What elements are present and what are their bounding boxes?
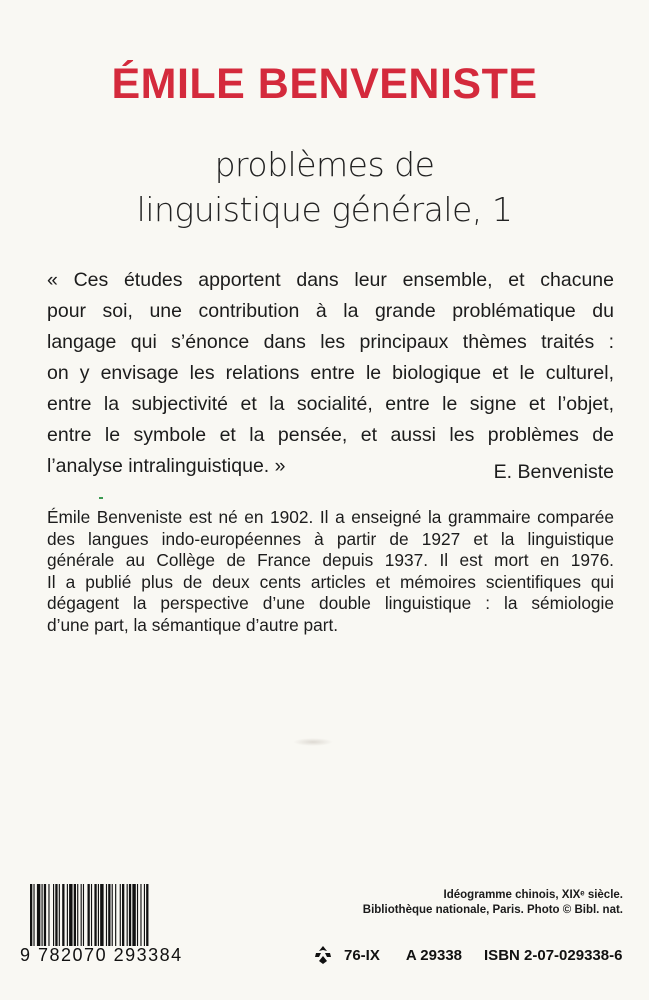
bio-line: des langues indo-européennes à partir de 1927 et la linguistique <box>47 528 614 549</box>
quote-line: l’analyse intralinguistique. » <box>47 455 286 477</box>
barcode-bar <box>108 884 110 946</box>
barcode-bar <box>144 884 145 946</box>
barcode-bar <box>100 884 103 946</box>
catalog-codes <box>312 944 624 966</box>
bio-line: dégagent la perspective d’une double linguistique : la sémiologie <box>47 593 614 613</box>
barcode-bar <box>91 884 92 946</box>
barcode-bar <box>129 884 131 946</box>
quote-line: on y envisage les relations entre le biologique et le culturel, <box>47 362 614 384</box>
author-biography <box>47 507 614 636</box>
blurb-quote <box>47 265 614 482</box>
barcode-bar <box>59 884 60 946</box>
barcode-bar <box>127 884 128 946</box>
barcode-bar <box>44 884 46 946</box>
bio-line: Émile Benveniste est né en 1902. Il a enseigné la grammaire comparée <box>47 507 614 527</box>
quote-line: « Ces études apportent dans leur ensemble, et chacune <box>47 269 614 291</box>
author-name: ÉMILE BENVENISTE <box>111 60 538 108</box>
paper-smudge <box>293 738 333 746</box>
quote-line: entre la subjectivité et la socialité, entre le signe et l’objet, <box>47 393 614 415</box>
barcode-bar <box>83 884 84 946</box>
barcode-bar <box>94 884 96 946</box>
barcode-bar <box>62 884 64 946</box>
book-title <box>0 142 649 232</box>
cover-image-caption <box>363 888 623 918</box>
bio-line: d’une part, la sémantique d’autre part. <box>47 614 339 635</box>
barcode-bar <box>55 884 57 946</box>
barcode-bar <box>120 884 121 946</box>
quote-line: langage qui s’énonce dans les principaux thèmes traités : <box>47 331 614 353</box>
gallimard-logo-icon <box>312 944 334 966</box>
barcode-bar <box>33 884 34 946</box>
barcode-bar <box>42 884 43 946</box>
bio-line: Il a publié plus de deux cents articles et mémoires scientifiques qui <box>47 571 614 592</box>
quote-signature: E. Benveniste <box>493 461 614 483</box>
barcode-bar <box>132 884 135 946</box>
barcode-bar <box>74 884 76 946</box>
quote-line: entre le symbole et la pensée, et aussi les problèmes de <box>47 424 614 446</box>
bio-line: générale au Collège de France depuis 1937. Il est mort en 1976. <box>47 550 614 570</box>
barcode-bar <box>67 884 68 946</box>
barcode-bar <box>88 884 90 946</box>
caption-line-1: Idéogramme chinois, XIXᵉ siècle. <box>443 889 623 901</box>
series-code: 76-IX <box>344 946 380 964</box>
barcode-bar <box>37 884 40 946</box>
barcode-bar <box>146 884 148 946</box>
barcode-number: 9 782070 293384 <box>20 945 183 965</box>
barcode-bar <box>53 884 54 946</box>
barcode-bar <box>77 884 78 946</box>
barcode-bar <box>122 884 124 946</box>
barcode-bar <box>30 884 32 946</box>
barcode-bar <box>140 884 141 946</box>
barcode-bar <box>69 884 72 946</box>
caption-line-2: Bibliothèque nationale, Paris. Photo © Bibl. nat. <box>362 904 623 916</box>
barcode-bar <box>112 884 113 946</box>
barcode-bar <box>81 884 82 946</box>
barcode-bar <box>115 884 116 946</box>
title-line-1: problèmes de <box>214 145 435 184</box>
barcode-bar <box>137 884 138 946</box>
reference-code: A 29338 <box>405 946 463 964</box>
title-line-2: linguistique générale, 1 <box>136 190 513 229</box>
barcode-bar <box>48 884 49 946</box>
barcode-bar <box>98 884 99 946</box>
isbn-code: ISBN 2-07-029338-6 <box>484 946 623 964</box>
print-mark <box>99 497 103 499</box>
quote-line: pour soi, une contribution à la grande problématique du <box>47 300 614 322</box>
barcode-bar <box>106 884 107 946</box>
